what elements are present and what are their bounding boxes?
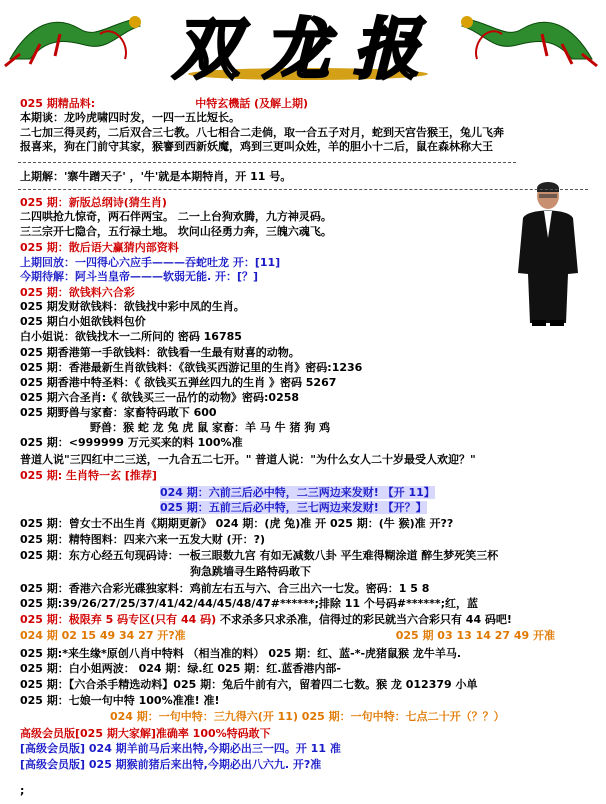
text-line — [20, 210, 332, 223]
text-line — [160, 501, 427, 514]
text-segment: 025 期：散后语大赢猜内部资料 — [20, 241, 179, 254]
text-segment: [高级会员版] 025 期猴前猪后来出特,今期必出八六九. 开?准 — [20, 758, 322, 771]
text-line — [20, 346, 300, 359]
text-segment: 025 期：东方心经五句现码诗：一板三眼数九宫 有如无减数八卦 平生难得糊涂道 醉生梦死笑三杯 — [20, 549, 499, 562]
text-segment: 上期解：'寨牛蹭天子' ，'牛'就是本期特肖，开 11 号。 — [20, 170, 292, 183]
separator — [18, 189, 588, 190]
text-segment: 025 期：欲钱料六合彩 — [20, 286, 135, 299]
text-segment: 本期谈：龙吟虎啸四时发，一四一五比短长。 — [20, 111, 240, 124]
text-segment: 025 期: 生肖特一玄 [推荐] — [20, 469, 157, 482]
text-segment: 今期待解：阿斗当皇帝———软弱无能. 开：[？] — [20, 270, 259, 283]
text-line — [20, 376, 336, 389]
text-line — [20, 647, 461, 660]
text-line — [20, 330, 242, 343]
text-line — [20, 361, 362, 374]
text-segment: 025 期：白小姐两波： 024 期：绿.红 025 期：红.蓝香港内部- — [20, 662, 341, 675]
text-segment: 025 期野兽与家畜：家畜特码敢下 600 — [20, 406, 217, 419]
person-figure-icon — [508, 178, 588, 328]
text-segment: 025 期香港中特圣料：《 欲钱买五弹丝四九的生肖 》密码 5267 — [20, 376, 337, 389]
text-line — [20, 533, 265, 546]
text-line — [20, 111, 240, 124]
text-line — [20, 97, 308, 110]
text-line — [20, 300, 245, 313]
text-segment: 025 期:39/26/27/25/37/41/42/44/45/48/47#******;排除 11 个号码#******;红，蓝 — [20, 597, 478, 610]
text-line — [20, 629, 555, 642]
text-segment: 025 期：五前三后必中特，三七两边来发财! 【开？】 — [160, 501, 427, 514]
text-line — [20, 270, 258, 283]
text-line — [20, 758, 321, 771]
text-segment: 高级会员版[025 期大家解]准确率 100%特码敢下 — [20, 727, 271, 740]
left-dragon-icon — [0, 4, 150, 74]
text-segment: 报喜来，狗在门前守其家，猴謇到西新妖魔，鸡到三更叫众姓，羊的胆小十二后，鼠在森林称大王 — [20, 140, 493, 153]
text-segment: 025 期发财欲钱料：欲钱找中彩中凤的生肖。 — [20, 300, 245, 313]
text-line — [20, 170, 291, 183]
text-line — [20, 597, 478, 610]
text-segment: ; — [20, 784, 25, 797]
text-segment: 白小姐说：欲钱找木一二所问的 密码 16785 — [20, 330, 242, 343]
text-line — [20, 582, 429, 595]
text-line — [160, 486, 435, 499]
text-segment: 025 期：香港六合彩光碟独家料：鸡前左右五与六、合三出六一七发。密码：1 5 8 — [20, 582, 430, 595]
text-line — [20, 391, 299, 404]
text-line — [20, 256, 280, 269]
text-segment: 野兽：猴 蛇 龙 兔 虎 鼠 家畜：羊 马 牛 猪 狗 鸡 — [90, 421, 331, 434]
text-segment: 024 期 02 15 49 34 27 开?准 — [20, 629, 186, 642]
right-dragon-icon — [452, 4, 602, 74]
text-line — [20, 140, 493, 153]
text-segment: 025 期六合圣肖:《 欲钱买三一品竹的动物》密码:0258 — [20, 391, 300, 404]
text-segment: 025 期：曾女士不出生肖《期期更新》 024 期：(虎 兔)准 开 025 期：(牛 猴)准 开?? — [20, 517, 454, 530]
text-line — [20, 196, 167, 209]
text-segment: 三三宗开七隐合，五行禄土地。 坎问山径勇力奔，三魄六魂飞。 — [20, 225, 332, 238]
text-segment: 025 期精品料: — [20, 97, 96, 110]
text-line — [20, 742, 341, 755]
text-segment: 中特玄機話 (及解上期) — [195, 97, 309, 110]
text-line — [20, 469, 157, 482]
text-line — [20, 225, 332, 238]
text-segment: [高级会员版] 024 期羊前马后来出特,今期必出三一四。开 11 准 — [20, 742, 341, 755]
text-segment: 025 期:*来生缘*原创八肖中特料 （相当准的料） 025 期：红、蓝-*-虎猪鼠猴 龙牛羊马. — [20, 647, 462, 660]
text-line — [20, 678, 478, 691]
text-segment: 025 期：香港最新生肖欲钱料：《欲钱买西游记里的生肖》密码:1236 — [20, 361, 363, 374]
text-line — [20, 286, 135, 299]
text-segment: 025 期：精特图料：四来六来一五发大财 (开：?) — [20, 533, 266, 546]
text-line — [20, 662, 341, 675]
text-segment: 二四哄抢九惊奇，两石伴两宝。 二一上台狗欢腾，九方神灵码。 — [20, 210, 332, 223]
text-segment: 狗急跳墙寻生路特码敢下 — [190, 565, 311, 578]
text-line — [20, 517, 453, 530]
title-char: 报 — [353, 10, 419, 86]
text-line — [20, 549, 498, 562]
text-line — [20, 784, 24, 797]
text-segment: 024 期：六前三后必中特，二三两边来发财! 【开 11】 — [160, 486, 435, 499]
separator — [18, 162, 516, 163]
page-title — [158, 6, 458, 86]
text-segment: 025 期白小姐欲钱料包价 — [20, 315, 146, 328]
text-line — [20, 315, 146, 328]
text-segment: 025 期：新版总纲诗(猜生肖) — [20, 196, 167, 209]
text-line — [190, 565, 311, 578]
text-line — [20, 241, 179, 254]
title-char: 龙 — [263, 10, 329, 86]
text-segment: 不求杀多只求杀准，信得过的彩民就当六合彩只有 44 码吧! — [219, 613, 512, 626]
text-segment: 025 期：【六合杀手精选动料】025 期：兔后牛前有六，留着四二七数。猴 龙 012379 小单 — [20, 678, 478, 691]
text-line — [20, 613, 512, 626]
text-segment: 普道人说"三四红中二三送，一九合五二七开。" 普道人说："为什么女人二十岁最受人欢迎？" — [20, 453, 476, 466]
text-line — [110, 710, 505, 723]
text-segment: 025 期：七娘一句中特 100%准准! 准! — [20, 694, 220, 707]
text-line — [20, 727, 271, 740]
text-segment: 024 期：一句中特：三九得六(开 11) 025 期：一句中特：七点二十开（？？） — [110, 710, 505, 723]
text-segment: 025 期 03 13 14 27 49 开准 — [395, 629, 555, 642]
title-char: 双 — [173, 10, 239, 86]
text-line — [20, 126, 504, 139]
text-line — [20, 406, 217, 419]
text-line — [20, 453, 476, 466]
text-segment: 025 期：<999999 万元买来的料 100%准 — [20, 436, 243, 449]
text-segment: 上期回放：一四得心六应手———吞蛇吐龙 开：[11] — [20, 256, 281, 269]
text-line — [20, 436, 243, 449]
text-segment: 二七加三得灵药，二后双合三七教。八七相合二走倘，取一合五子对月，蛇到天宫告猴王，兔儿飞奔 — [20, 126, 504, 139]
text-line — [90, 421, 330, 434]
text-segment: 025 期：极限弃 5 码专区(只有 44 码) — [20, 613, 220, 626]
text-segment: 025 期香港第一手欲钱料：欲钱看一生最有财喜的动物。 — [20, 346, 300, 359]
text-line — [20, 694, 219, 707]
